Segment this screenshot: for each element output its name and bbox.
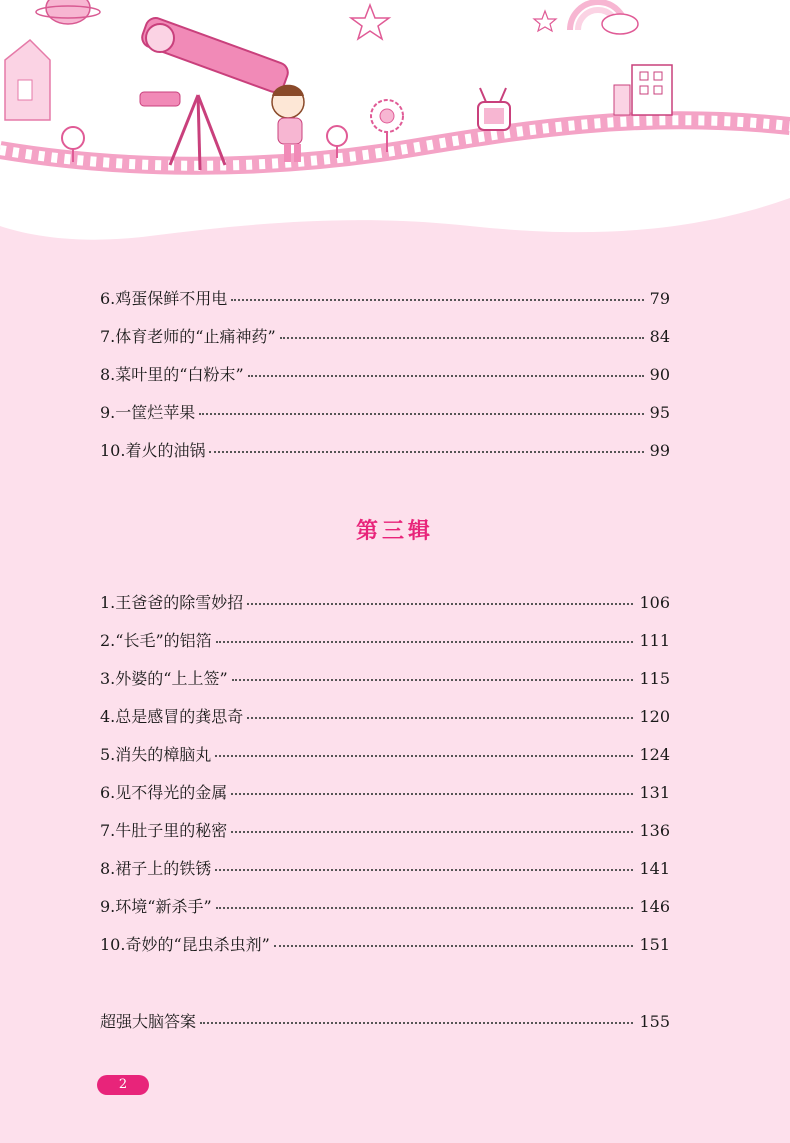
- toc-entry[interactable]: [100, 629, 670, 653]
- toc-entry[interactable]: [100, 933, 670, 957]
- toc-entry[interactable]: [100, 401, 670, 425]
- toc-leader-dots: [215, 869, 633, 871]
- toc-leader-dots: [248, 375, 644, 377]
- toc-entry[interactable]: [100, 591, 670, 615]
- toc-entry-title: 8.裙子上的铁锈: [100, 859, 212, 878]
- toc-entry-title: 6.见不得光的金属: [100, 783, 228, 802]
- toc-entry-title: 2.“长毛”的铝箔: [100, 631, 212, 650]
- toc-entry-page: 146: [639, 897, 670, 916]
- toc-leader-dots: [231, 793, 633, 795]
- toc-entry[interactable]: [100, 743, 670, 767]
- toc-entry-title: 10.着火的油锅: [100, 441, 206, 460]
- toc-entry-page: 124: [639, 745, 670, 764]
- toc-entry[interactable]: [100, 439, 670, 463]
- toc-entry-page: 131: [639, 783, 670, 802]
- toc-entry-page: 95: [649, 403, 670, 422]
- toc-entry[interactable]: [100, 667, 670, 691]
- toc-entry-title: 7.体育老师的“止痛神药”: [100, 327, 276, 346]
- toc-entry-page: 136: [639, 821, 670, 840]
- toc-entry-title: 10.奇妙的“昆虫杀虫剂”: [100, 935, 270, 954]
- toc-entry-page: 84: [649, 327, 670, 346]
- header-illustration: [0, 0, 790, 260]
- toc-entry-page: 120: [639, 707, 670, 726]
- toc-leader-dots: [200, 1022, 633, 1024]
- toc-entry-title: 7.牛肚子里的秘密: [100, 821, 228, 840]
- toc-leader-dots: [231, 831, 633, 833]
- toc-entry[interactable]: [100, 705, 670, 729]
- toc-entry[interactable]: [100, 819, 670, 843]
- toc-entry[interactable]: [100, 363, 670, 387]
- page-number-badge: 2: [97, 1075, 149, 1095]
- toc-leader-dots: [215, 755, 633, 757]
- toc-leader-dots: [216, 907, 634, 909]
- toc-entry-page: 141: [639, 859, 670, 878]
- toc-leader-dots: [199, 413, 643, 415]
- toc-entry-title: 6.鸡蛋保鲜不用电: [100, 289, 228, 308]
- toc-entry-page: 111: [639, 631, 670, 650]
- toc-leader-dots: [216, 641, 634, 643]
- toc-entry-page: 151: [639, 935, 670, 954]
- toc-leader-dots: [274, 945, 634, 947]
- toc-entry-title: 9.一筐烂苹果: [100, 403, 196, 422]
- toc-entry[interactable]: [100, 781, 670, 805]
- toc-leader-dots: [280, 337, 644, 339]
- toc-entry-title: 4.总是感冒的龚思奇: [100, 707, 244, 726]
- toc-leader-dots: [231, 299, 643, 301]
- section-heading: 第三辑: [355, 519, 434, 544]
- toc-entry-page: 90: [649, 365, 670, 384]
- toc-entry[interactable]: [100, 325, 670, 349]
- toc-leader-dots: [232, 679, 634, 681]
- toc-entry-title: 9.环境“新杀手”: [100, 897, 212, 916]
- toc-entry-title: 8.菜叶里的“白粉末”: [100, 365, 244, 384]
- toc-leader-dots: [209, 451, 643, 453]
- toc-entry-page: 106: [639, 593, 670, 612]
- toc-entry-answers[interactable]: [100, 1010, 670, 1034]
- toc-entry-page: 155: [639, 1012, 670, 1031]
- toc-entry-title: 5.消失的樟脑丸: [100, 745, 212, 764]
- toc-entry[interactable]: [100, 857, 670, 881]
- toc-leader-dots: [247, 717, 633, 719]
- toc-entry-page: 115: [639, 669, 670, 688]
- toc-entry-title: 1.王爸爸的除雪妙招: [100, 593, 244, 612]
- toc-entry-title: 超强大脑答案: [100, 1012, 197, 1031]
- toc-leader-dots: [247, 603, 633, 605]
- toc-entry-title: 3.外婆的“上上签”: [100, 669, 228, 688]
- toc-entry-page: 79: [649, 289, 670, 308]
- toc-entry-page: 99: [649, 441, 670, 460]
- toc-entry[interactable]: [100, 287, 670, 311]
- toc-entry[interactable]: [100, 895, 670, 919]
